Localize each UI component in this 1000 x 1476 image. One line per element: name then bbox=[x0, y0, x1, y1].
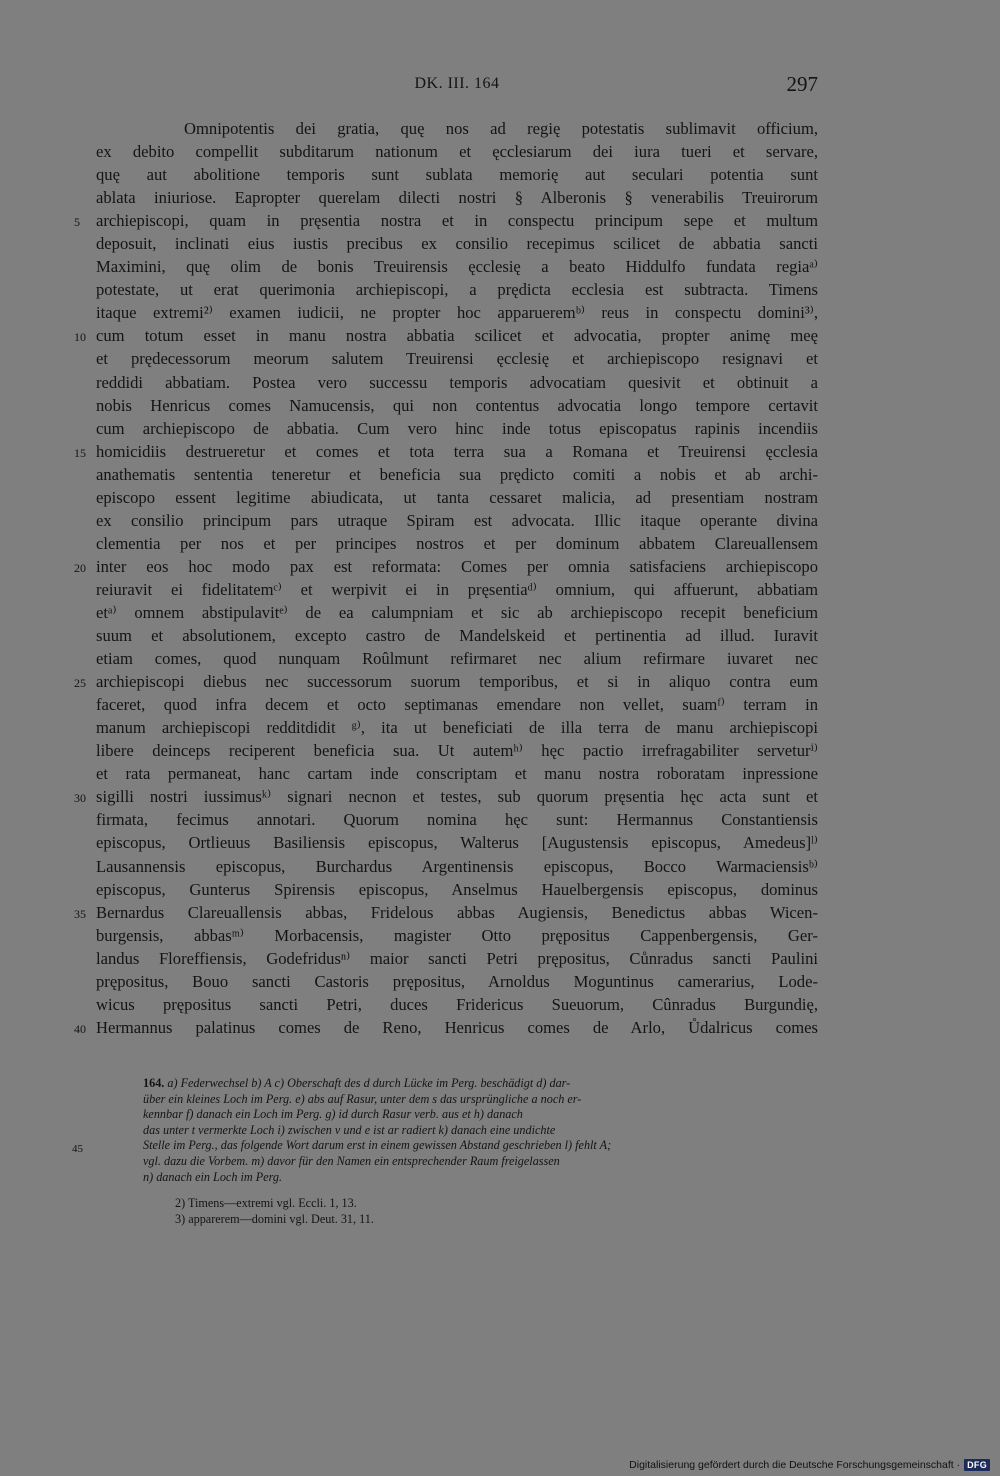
line-number: 40 bbox=[74, 1021, 86, 1036]
text-line: reiuravit ei fidelitatemᶜ⁾ et werpivit ei in pręsentiaᵈ⁾ omnium, qui affuerunt, abbatiam bbox=[96, 579, 818, 599]
credit-text: Digitalisierung gefördert durch die Deutsche Forschungsgemeinschaft · bbox=[629, 1459, 961, 1471]
text-line: ablata iniuriose. Eapropter querelam dilecti nostri § Alberonis § venerabilis Treuirorum bbox=[96, 188, 818, 208]
line-number: 35 bbox=[74, 906, 86, 921]
text-line: firmata, fecimus annotari. Quorum nomina hęc sunt: Hermannus Constantiensis bbox=[96, 810, 818, 830]
running-head: DK. III. 164 bbox=[414, 75, 500, 92]
footnote-line bbox=[143, 1076, 813, 1092]
line-number: 5 bbox=[74, 215, 80, 230]
text-line: et rata permaneat, hanc cartam inde conscriptam et manu nostra roboratam inpressione bbox=[96, 764, 818, 784]
page-header bbox=[96, 72, 818, 98]
text-line: cum totum esset in manu nostra abbatia scilicet et advocatia, propter animę meę bbox=[96, 326, 818, 346]
text-line: Hermannus palatinus comes de Reno, Henricus comes de Arlo, Ůdalricus comes bbox=[96, 1017, 818, 1037]
text-line: sigilli nostri iussimusᵏ⁾ signari necnon et testes, sub quorum pręsentia hęc acta sunt et bbox=[96, 787, 818, 807]
text-line: homicidiis destrueretur et comes et tota terra sua a Romana et Treuirensi ęcclesia bbox=[96, 441, 818, 461]
text-line: Maximini, quę olim de bonis Treuirensis ęcclesię a beato Hiddulfo fundata regiaᵃ⁾ bbox=[96, 257, 818, 277]
text-line: etiam comes, quod nunquam Roûlmunt refirmaret nec alium refirmare iuvaret nec bbox=[96, 649, 818, 669]
text-line: anathematis sententia teneretur et beneficia sua prędicto comiti a nobis et ab archi- bbox=[96, 464, 818, 484]
footnote-line: Stelle im Perg., das folgende Wort darum erst in einem gewissen Abstand geschrieben l) fehlt A; bbox=[143, 1138, 612, 1153]
text-line: faceret, quod infra decem et octo septimanas emendare non vellet, suamᶠ⁾ terram in bbox=[96, 695, 818, 715]
text-line: cum archiepiscopo de abbatia. Cum vero hinc inde totus episcopatus rapinis incendiis bbox=[96, 418, 818, 438]
text-line: reddidi abbatiam. Postea vero successu temporis advocatiam quesivit et obtinuit a bbox=[96, 372, 818, 392]
text-line: quę aut abolitione temporis sunt sublata memorię aut seculari potentia sunt bbox=[96, 165, 818, 185]
text-line: burgensis, abbasᵐ⁾ Morbacensis, magister Otto prępositus Cappenbergensis, Ger- bbox=[96, 925, 818, 945]
text-line: manum archiepiscopi redditdidit ᵍ⁾, ita ut beneficiati de illa terra de manu archiepiscopi bbox=[96, 718, 818, 738]
critical-apparatus bbox=[143, 1076, 813, 1185]
text-line: ex debito compellit subditarum nationum et ęcclesiarum dei iura tueri et servare, bbox=[96, 142, 818, 162]
charter-text bbox=[96, 117, 818, 1039]
text-line: clementia per nos et per principes nostros et per dominum abbatem Clareuallensem bbox=[96, 533, 818, 553]
footnote-line-number: 45 bbox=[72, 1143, 83, 1155]
footnote-text: a) Federwechsel b) A c) Oberschaft des d durch Lücke im Perg. beschädigt d) dar- bbox=[167, 1076, 571, 1090]
footnote-line: kennbar f) danach ein Loch im Perg. g) id durch Rasur verb. aus et h) danach bbox=[143, 1107, 523, 1122]
line-number: 20 bbox=[74, 560, 86, 575]
footnote-line: über ein kleines Loch im Perg. e) abs auf Rasur, unter dem s das ursprüngliche a noch er- bbox=[143, 1091, 582, 1106]
text-line: et prędecessorum meorum salutem Treuirensi ęcclesię et archiepiscopo resignavi et bbox=[96, 349, 818, 369]
text-line: archiepiscopi, quam in pręsentia nostra et in conspectu principum sepe et multum bbox=[96, 211, 818, 231]
text-line: inter eos hoc modo pax est reformata: Comes per omnia satisfaciens archiepiscopo bbox=[96, 556, 818, 576]
line-number: 25 bbox=[74, 676, 86, 691]
text-line: libere deinceps reciperent beneficia sua. Ut autemʰ⁾ hęc pactio irrefragabiliter serveturⁱ⁾ bbox=[96, 741, 818, 761]
text-line: deposuit, inclinati eius iustis precibus ex consilio recepimus scilicet de abbatia sancti bbox=[96, 234, 818, 254]
text-line: itaque extremi²⁾ examen iudicii, ne propter hoc apparueremᵇ⁾ reus in conspectu domini³⁾, bbox=[96, 303, 818, 323]
text-line: etᵃ⁾ omnem abstipulavitᵉ⁾ de ea calumpniam et sic ab archiepiscopo recepit beneficium bbox=[96, 602, 818, 622]
text-line: landus Floreffiensis, Godefridusⁿ⁾ maior sancti Petri prępositus, Cůnradus sancti Paulini bbox=[96, 948, 818, 968]
text-line: archiepiscopi diebus nec successorum suorum temporibus, et si in aliquo contra eum bbox=[96, 672, 818, 692]
text-line: nobis Henricus comes Namucensis, qui non contentus advocatia longo tempore certavit bbox=[96, 395, 818, 415]
text-line: episcopo essent legitime abiudicata, ut tanta cessaret malicia, ad presentiam nostram bbox=[96, 487, 818, 507]
text-line: episcopus, Gunterus Spirensis episcopus, Anselmus Hauelbergensis episcopus, dominus bbox=[96, 879, 818, 899]
text-line: suum et absolutionem, excepto castro de Mandelskeid et pertinentia ad illud. Iuravit bbox=[96, 626, 818, 646]
text-line: potestate, ut erat querimonia archiepiscopi, a prędicta ecclesia est subtracta. Timens bbox=[96, 280, 818, 300]
text-line: episcopus, Ortlieuus Basiliensis episcopus, Walterus [Augustensis episcopus, Amedeus]ˡ⁾ bbox=[96, 833, 818, 853]
footnote-line: vgl. dazu die Vorbem. m) davor für den Namen ein entsprechender Raum freigelassen bbox=[143, 1153, 560, 1168]
text-line: wicus prępositus sancti Petri, duces Fridericus Sueuorum, Cûnradus Burgundię, bbox=[96, 994, 818, 1014]
page-number: 297 bbox=[786, 72, 818, 96]
text-line: Bernardus Clareuallensis abbas, Fridelous abbas Augiensis, Benedictus abbas Wicen- bbox=[96, 902, 818, 922]
digitization-credit bbox=[629, 1458, 990, 1472]
reference-line: 2) Timens—extremi vgl. Eccli. 1, 13. bbox=[175, 1196, 357, 1210]
footnote-document-number: 164. bbox=[143, 1076, 168, 1090]
line-number: 30 bbox=[74, 791, 86, 806]
dfg-logo-icon: DFG bbox=[964, 1459, 990, 1471]
line-number: 15 bbox=[74, 445, 86, 460]
footnote-line: n) danach ein Loch im Perg. bbox=[143, 1169, 283, 1184]
reference-line: 3) apparerem—domini vgl. Deut. 31, 11. bbox=[175, 1211, 374, 1226]
text-line: prępositus, Bouo sancti Castoris prępositus, Arnoldus Moguntinus camerarius, Lode- bbox=[96, 971, 818, 991]
text-line: ex consilio principum pars utraque Spiram est advocata. Illic itaque operante divina bbox=[96, 510, 818, 530]
text-line: Omnipotentis dei gratia, quę nos ad regię potestatis sublimavit officium, bbox=[184, 119, 818, 138]
text-line: Lausannensis episcopus, Burchardus Argentinensis episcopus, Bocco Warmaciensisᵇ⁾ bbox=[96, 856, 818, 876]
source-references bbox=[175, 1196, 775, 1227]
line-number: 10 bbox=[74, 330, 86, 345]
footnote-line: das unter t vermerkte Loch i) zwischen v und e ist ar radiert k) danach eine undichte bbox=[143, 1122, 556, 1137]
